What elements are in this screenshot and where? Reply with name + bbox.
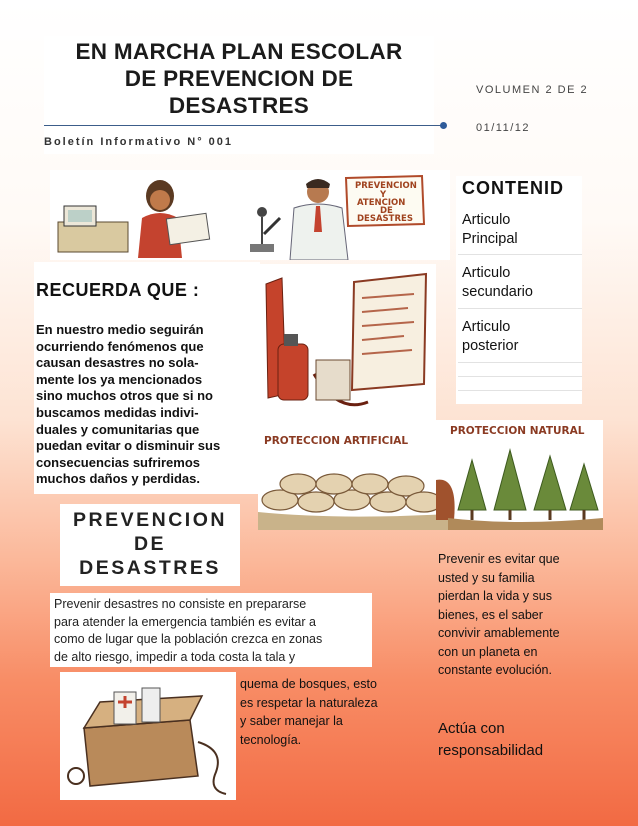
illustration-protection [258, 420, 603, 530]
illustration-office-scene [50, 170, 450, 260]
sign-line: PREVENCION [355, 181, 417, 191]
newsletter-subtitle: Boletín Informativo N° 001 [44, 136, 234, 148]
recuerda-line: consecuencias sufriremos [36, 454, 201, 470]
sign-line: ATENCION [357, 198, 406, 208]
label-proteccion-artificial: PROTECCION ARTIFICIAL [264, 435, 409, 447]
header-divider [44, 125, 444, 126]
right-line: pierdan la vida y sus [438, 589, 552, 603]
recuerda-line: buscamos medidas indivi- [36, 404, 199, 420]
divider-dot [440, 122, 447, 129]
right-line: Prevenir es evitar que [438, 552, 560, 566]
prevencion-line: y saber manejar la [240, 714, 343, 728]
prevencion-line: como de lugar que la población crezca en zonas [54, 632, 323, 646]
recuerda-line: muchos daños y perdidas. [36, 471, 200, 487]
prevencion-heading-line: PREVENCION [73, 509, 227, 531]
label-proteccion-natural: PROTECCION NATURAL [450, 425, 585, 437]
toc-item-line: secundario [462, 284, 533, 300]
right-line: constante evolución. [438, 663, 552, 677]
right-line: usted y su familia [438, 570, 535, 585]
toc-item-line: posterior [462, 338, 519, 354]
prevencion-heading-line: DE [133, 533, 167, 555]
prevencion-line: quema de bosques, esto [240, 677, 377, 691]
illustration-safety-equipment [258, 264, 436, 424]
prevencion-paragraph [54, 596, 368, 666]
call-line: Actúa con [438, 720, 505, 737]
sign-line: Y [380, 190, 387, 200]
toc-item-line: Articulo [462, 265, 511, 281]
right-line: bienes, es el saber [438, 607, 543, 622]
toc-item-secundario[interactable] [462, 264, 582, 302]
prevencion-line: para atender la emergencia también es evitar a [54, 614, 316, 629]
prevencion-line: tecnología. [240, 732, 302, 747]
toc-divider [458, 390, 582, 391]
sign-line: DE [380, 206, 393, 216]
right-line: con un planeta en [438, 644, 538, 659]
contents-heading: CONTENID [462, 178, 564, 198]
toc-divider [458, 362, 582, 363]
prevencion-line: es respetar la naturaleza [240, 695, 378, 710]
prevencion-heading-line: DESASTRES [79, 557, 221, 579]
call-line: responsabilidad [438, 742, 544, 759]
prevencion-line: Prevenir desastres no consiste en prepararse [54, 597, 307, 611]
title-line: DESASTRES [168, 93, 310, 118]
right-line: convivir amablemente [438, 626, 560, 640]
title-line: DE PREVENCION DE [124, 66, 354, 91]
recuerda-line: En nuestro medio seguirán [36, 322, 204, 337]
recuerda-line: ocurriendo fenómenos que [36, 338, 204, 354]
issue-date: 01/11/12 [476, 122, 531, 134]
prevencion-heading [60, 508, 240, 580]
toc-divider [458, 376, 582, 377]
toc-divider [458, 308, 582, 309]
call-to-action [438, 718, 598, 762]
toc-item-principal[interactable] [462, 211, 582, 249]
newsletter-title [44, 38, 434, 119]
sign-line: DESASTRES [357, 214, 413, 224]
recuerda-heading: RECUERDA QUE : [36, 280, 200, 300]
recuerda-line: mente los ya mencionados [36, 371, 203, 387]
volume-label: VOLUMEN 2 DE 2 [476, 84, 589, 96]
recuerda-line: duales y comunitarias que [36, 421, 200, 437]
recuerda-paragraph [36, 322, 258, 488]
recuerda-line: causan desastres no sola- [36, 355, 199, 371]
recuerda-line: puedan evitar o disminuir sus [36, 438, 221, 454]
recuerda-line: sino muchos otros que si no [36, 388, 213, 404]
toc-item-posterior[interactable] [462, 318, 582, 356]
toc-item-line: Principal [462, 231, 518, 247]
right-column-paragraph [438, 550, 604, 680]
illustration-emergency-kit [60, 672, 236, 800]
toc-divider [458, 254, 582, 255]
prevencion-paragraph-continued [240, 675, 410, 749]
toc-item-line: Articulo [462, 319, 511, 335]
prevencion-line: de alto riesgo, impedir a toda costa la tala y [54, 649, 296, 664]
title-line: EN MARCHA PLAN ESCOLAR [75, 39, 403, 64]
toc-item-line: Articulo [462, 212, 511, 228]
